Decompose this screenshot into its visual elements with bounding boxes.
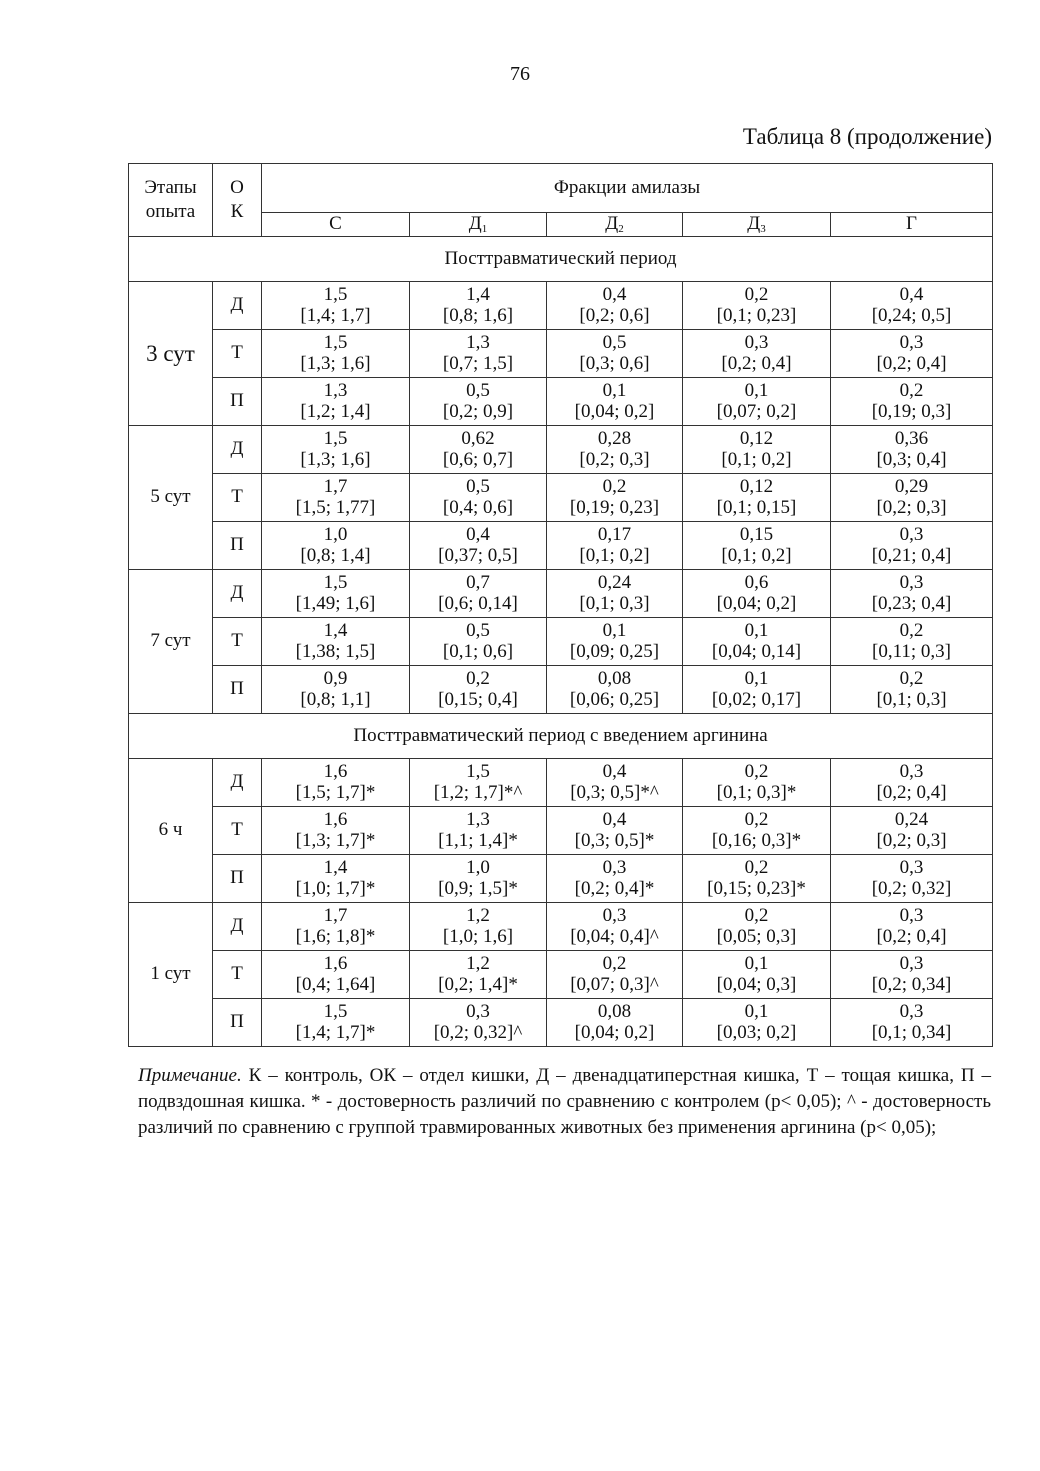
- value-cell: [831, 903, 993, 951]
- median-value: 1,5: [323, 283, 348, 305]
- median-value: 1,4: [466, 283, 490, 305]
- quartile-range: [0,6; 0,14]: [438, 592, 518, 614]
- quartile-range: [1,49; 1,6]: [295, 592, 376, 614]
- median-value: 0,3: [899, 904, 924, 926]
- quartile-range: [0,4; 1,64]: [295, 973, 376, 995]
- value-cell: [547, 999, 683, 1047]
- median-value: 0,2: [744, 283, 769, 305]
- median-value: 0,24: [597, 571, 632, 593]
- section-title: Посттравматический период с введением аргинина: [129, 714, 993, 759]
- value-cell: [547, 666, 683, 714]
- quartile-range: [0,2; 0,4]: [876, 925, 947, 947]
- median-value: 0,1: [744, 379, 769, 401]
- quartile-range: [0,1; 0,2]: [579, 544, 650, 566]
- median-value: 0,1: [744, 667, 769, 689]
- quartile-range: [0,11; 0,3]: [872, 640, 952, 662]
- quartile-range: [1,3; 1,6]: [300, 448, 371, 470]
- median-value: 1,5: [323, 331, 348, 353]
- median-value: 0,2: [744, 856, 769, 878]
- value-cell: [547, 618, 683, 666]
- median-value: 0,2: [899, 379, 924, 401]
- median-value: 0,3: [899, 1000, 924, 1022]
- median-value: 0,4: [466, 523, 490, 545]
- median-value: 0,29: [894, 475, 929, 497]
- median-value: 0,9: [323, 667, 348, 689]
- quartile-range: [0,1; 0,23]: [716, 304, 797, 326]
- section-code-cell: Т: [213, 330, 262, 378]
- quartile-range: [0,04; 0,2]: [574, 400, 655, 422]
- section-code-cell: Д: [213, 570, 262, 618]
- header-column-base: Г: [906, 213, 918, 235]
- value-cell: [547, 951, 683, 999]
- quartile-range: [0,05; 0,3]: [716, 925, 797, 947]
- quartile-range: [0,24; 0,5]: [871, 304, 952, 326]
- quartile-range: [0,2; 0,3]: [876, 829, 947, 851]
- value-cell: [262, 522, 410, 570]
- quartile-range: [0,06; 0,25]: [569, 688, 660, 710]
- median-value: 0,2: [744, 760, 769, 782]
- section-code-cell: Т: [213, 951, 262, 999]
- header-column-base: С: [329, 213, 342, 235]
- value-cell: [262, 951, 410, 999]
- header-column-subscript: 1: [481, 222, 488, 235]
- value-cell: [831, 618, 993, 666]
- value-cell: [262, 330, 410, 378]
- quartile-range: [0,04; 0,2]: [574, 1021, 655, 1043]
- section-code-cell: П: [213, 522, 262, 570]
- quartile-range: [0,3; 0,5]*: [574, 829, 655, 851]
- median-value: 0,12: [739, 427, 774, 449]
- quartile-range: [0,03; 0,2]: [716, 1021, 797, 1043]
- quartile-range: [0,8; 1,6]: [442, 304, 514, 326]
- median-value: 0,3: [899, 571, 924, 593]
- stage-cell: 7 сут: [129, 570, 213, 714]
- median-value: 0,1: [744, 1000, 769, 1022]
- header-column-base: Д: [468, 212, 482, 234]
- section-title: Посттравматический период: [129, 237, 993, 282]
- value-cell: [831, 330, 993, 378]
- table-row: [129, 618, 993, 666]
- header-column-subscript: 3: [760, 222, 766, 235]
- value-cell: [410, 378, 547, 426]
- median-value: 0,1: [744, 952, 769, 974]
- quartile-range: [1,6; 1,8]*: [295, 925, 376, 947]
- value-cell: [683, 426, 831, 474]
- quartile-range: [0,1; 0,3]*: [716, 781, 797, 803]
- median-value: 1,7: [323, 475, 348, 497]
- value-cell: [410, 330, 547, 378]
- median-value: 0,08: [597, 1000, 632, 1022]
- section-code-cell: Д: [213, 426, 262, 474]
- value-cell: [547, 330, 683, 378]
- value-cell: [683, 903, 831, 951]
- quartile-range: [0,07; 0,3]^: [570, 973, 659, 995]
- quartile-range: [0,37; 0,5]: [438, 544, 518, 566]
- median-value: 1,4: [323, 619, 348, 641]
- value-cell: [831, 951, 993, 999]
- quartile-range: [0,04; 0,14]: [711, 640, 802, 662]
- value-cell: [547, 570, 683, 618]
- quartile-range: [1,3; 1,6]: [300, 352, 371, 374]
- stage-cell: 3 сут: [129, 282, 213, 426]
- median-value: 0,4: [602, 283, 627, 305]
- table-row: [129, 666, 993, 714]
- quartile-range: [0,1; 0,3]: [579, 592, 650, 614]
- table-row: [129, 282, 993, 330]
- median-value: 0,3: [744, 331, 769, 353]
- section-code-cell: Д: [213, 282, 262, 330]
- median-value: 0,5: [466, 619, 490, 641]
- value-cell: [683, 474, 831, 522]
- median-value: 0,3: [899, 331, 924, 353]
- header-column-3: [547, 213, 683, 237]
- header-column-1: [262, 213, 410, 237]
- quartile-range: [0,1; 0,6]: [442, 640, 514, 662]
- median-value: 0,2: [602, 952, 627, 974]
- value-cell: [831, 426, 993, 474]
- quartile-range: [1,5; 1,7]*: [295, 781, 376, 803]
- quartile-range: [1,38; 1,5]: [295, 640, 376, 662]
- value-cell: [410, 855, 547, 903]
- value-cell: [831, 522, 993, 570]
- median-value: 0,62: [461, 427, 495, 449]
- header-column-5: [831, 213, 993, 237]
- median-value: 1,4: [323, 856, 348, 878]
- value-cell: [831, 378, 993, 426]
- table-row: [129, 570, 993, 618]
- table-caption: Таблица 8 (продолжение): [742, 124, 992, 149]
- header-column-2: [410, 213, 547, 237]
- median-value: 0,1: [744, 619, 769, 641]
- quartile-range: [0,6; 0,7]: [442, 448, 514, 470]
- quartile-range: [0,15; 0,23]*: [707, 877, 806, 899]
- median-value: 1,3: [466, 331, 490, 353]
- table-row: [129, 426, 993, 474]
- quartile-range: [0,07; 0,2]: [716, 400, 797, 422]
- quartile-range: [1,3; 1,7]*: [295, 829, 376, 851]
- quartile-range: [0,1; 0,3]: [876, 688, 947, 710]
- value-cell: [262, 807, 410, 855]
- median-value: 0,6: [744, 571, 769, 593]
- value-cell: [410, 759, 547, 807]
- quartile-range: [0,8; 1,1]: [300, 688, 371, 710]
- median-value: 0,3: [899, 523, 924, 545]
- stage-cell: 6 ч: [129, 759, 213, 903]
- table-row: [129, 378, 993, 426]
- value-cell: [262, 570, 410, 618]
- quartile-range: [1,4; 1,7]: [300, 304, 371, 326]
- value-cell: [410, 807, 547, 855]
- value-cell: [683, 855, 831, 903]
- header-section: О К: [213, 164, 262, 237]
- quartile-range: [0,2; 0,4]: [876, 352, 947, 374]
- median-value: 0,4: [602, 808, 627, 830]
- section-code-cell: П: [213, 666, 262, 714]
- median-value: 0,36: [894, 427, 929, 449]
- value-cell: [831, 999, 993, 1047]
- value-cell: [410, 570, 547, 618]
- quartile-range: [0,1; 0,34]: [871, 1021, 952, 1043]
- median-value: 0,15: [739, 523, 774, 545]
- value-cell: [547, 759, 683, 807]
- median-value: 0,28: [597, 427, 632, 449]
- quartile-range: [0,2; 0,4]: [721, 352, 792, 374]
- table-row: [129, 903, 993, 951]
- value-cell: [410, 999, 547, 1047]
- median-value: 1,5: [466, 760, 490, 782]
- median-value: 1,2: [466, 952, 490, 974]
- table-row: [129, 855, 993, 903]
- quartile-range: [0,04; 0,2]: [716, 592, 797, 614]
- median-value: 0,2: [899, 619, 924, 641]
- table-row: [129, 951, 993, 999]
- median-value: 0,08: [597, 667, 632, 689]
- value-cell: [547, 378, 683, 426]
- quartile-range: [1,5; 1,77]: [295, 496, 376, 518]
- value-cell: [683, 378, 831, 426]
- median-value: 0,3: [466, 1000, 490, 1022]
- quartile-range: [0,15; 0,4]: [438, 688, 518, 710]
- section-code-cell: Т: [213, 474, 262, 522]
- median-value: 1,3: [323, 379, 348, 401]
- value-cell: [683, 522, 831, 570]
- header-stage: Этапы опыта: [129, 164, 213, 237]
- median-value: 1,0: [323, 523, 348, 545]
- value-cell: [547, 807, 683, 855]
- value-cell: [262, 903, 410, 951]
- quartile-range: [0,2; 0,3]: [579, 448, 650, 470]
- table-row: [129, 474, 993, 522]
- value-cell: [683, 570, 831, 618]
- median-value: 0,2: [744, 808, 769, 830]
- median-value: 0,5: [602, 331, 627, 353]
- value-cell: [831, 474, 993, 522]
- value-cell: [262, 378, 410, 426]
- quartile-range: [1,0; 1,6]: [442, 925, 514, 947]
- value-cell: [831, 807, 993, 855]
- value-cell: [410, 282, 547, 330]
- median-value: 1,0: [466, 856, 490, 878]
- value-cell: [262, 282, 410, 330]
- median-value: 0,1: [602, 379, 627, 401]
- value-cell: [262, 855, 410, 903]
- section-code-cell: Д: [213, 759, 262, 807]
- section-code-cell: Т: [213, 807, 262, 855]
- median-value: 0,2: [744, 904, 769, 926]
- median-value: 1,5: [323, 1000, 348, 1022]
- table-row: [129, 759, 993, 807]
- value-cell: [410, 618, 547, 666]
- median-value: 0,3: [899, 760, 924, 782]
- quartile-range: [1,2; 1,7]*^: [433, 781, 523, 803]
- quartile-range: [0,16; 0,3]*: [711, 829, 802, 851]
- header-fractions: Фракции амилазы: [262, 164, 993, 213]
- quartile-range: [0,2; 0,4]: [876, 781, 947, 803]
- value-cell: [683, 618, 831, 666]
- value-cell: [410, 522, 547, 570]
- value-cell: [262, 618, 410, 666]
- table-row: [129, 807, 993, 855]
- value-cell: [831, 570, 993, 618]
- quartile-range: [0,2; 0,32]: [871, 877, 952, 899]
- median-value: 0,3: [899, 952, 924, 974]
- median-value: 0,12: [739, 475, 774, 497]
- value-cell: [262, 426, 410, 474]
- value-cell: [831, 855, 993, 903]
- header-column-subscript: 2: [618, 222, 624, 235]
- quartile-range: [0,04; 0,4]^: [570, 925, 659, 947]
- section-code-cell: П: [213, 999, 262, 1047]
- quartile-range: [0,3; 0,5]*^: [570, 781, 659, 803]
- header-column-base: Д: [747, 212, 761, 234]
- value-cell: [262, 666, 410, 714]
- median-value: 1,3: [466, 808, 490, 830]
- value-cell: [410, 903, 547, 951]
- quartile-range: [0,04; 0,3]: [716, 973, 797, 995]
- median-value: 0,3: [899, 856, 924, 878]
- quartile-range: [1,1; 1,4]*: [438, 829, 518, 851]
- quartile-range: [1,2; 1,4]: [300, 400, 371, 422]
- section-code-cell: П: [213, 855, 262, 903]
- quartile-range: [0,2; 0,3]: [876, 496, 947, 518]
- median-value: 1,6: [323, 808, 348, 830]
- value-cell: [547, 474, 683, 522]
- value-cell: [547, 855, 683, 903]
- table-row: [129, 999, 993, 1047]
- table-row: [129, 522, 993, 570]
- section-code-cell: Д: [213, 903, 262, 951]
- quartile-range: [0,4; 0,6]: [442, 496, 514, 518]
- median-value: 0,7: [466, 571, 490, 593]
- median-value: 1,7: [323, 904, 348, 926]
- quartile-range: [0,2; 0,4]*: [574, 877, 655, 899]
- value-cell: [410, 474, 547, 522]
- value-cell: [683, 330, 831, 378]
- section-code-cell: Т: [213, 618, 262, 666]
- quartile-range: [0,2; 0,34]: [871, 973, 952, 995]
- median-value: 0,2: [899, 667, 924, 689]
- section-row: [129, 237, 993, 282]
- value-cell: [683, 807, 831, 855]
- quartile-range: [0,8; 1,4]: [300, 544, 371, 566]
- median-value: 0,1: [602, 619, 627, 641]
- note-text: К – контроль, ОК – отдел кишки, Д – двенадцатиперстная кишка, Т – тощая кишка, П – подвздошная кишка. * - достоверность различий по сравнению с контролем (р< 0,05); ^ - достоверность различий по сравнению с группой травмированных животных без применения аргинина (р< 0,05);: [138, 1065, 991, 1138]
- stage-cell: 5 сут: [129, 426, 213, 570]
- header-column-4: [683, 213, 831, 237]
- median-value: 1,6: [323, 760, 348, 782]
- header-column-base: Д: [605, 212, 619, 234]
- value-cell: [262, 999, 410, 1047]
- table-note: [138, 1063, 991, 1141]
- median-value: 0,17: [597, 523, 632, 545]
- stage-cell: 1 сут: [129, 903, 213, 1047]
- quartile-range: [0,21; 0,4]: [871, 544, 952, 566]
- value-cell: [410, 426, 547, 474]
- value-cell: [683, 666, 831, 714]
- value-cell: [547, 282, 683, 330]
- median-value: 0,4: [899, 283, 924, 305]
- value-cell: [547, 426, 683, 474]
- quartile-range: [0,2; 0,32]^: [433, 1021, 523, 1043]
- quartile-range: [0,09; 0,25]: [569, 640, 660, 662]
- median-value: 1,6: [323, 952, 348, 974]
- section-row: [129, 714, 993, 759]
- value-cell: [683, 759, 831, 807]
- quartile-range: [0,1; 0,2]: [721, 544, 792, 566]
- median-value: 0,2: [466, 667, 490, 689]
- median-value: 0,4: [602, 760, 627, 782]
- quartile-range: [0,2; 1,4]*: [438, 973, 518, 995]
- value-cell: [410, 951, 547, 999]
- quartile-range: [0,1; 0,15]: [716, 496, 797, 518]
- value-cell: [547, 903, 683, 951]
- median-value: 0,2: [602, 475, 627, 497]
- value-cell: [547, 522, 683, 570]
- table-row: [129, 330, 993, 378]
- quartile-range: [0,19; 0,23]: [569, 496, 660, 518]
- quartile-range: [0,2; 0,6]: [579, 304, 650, 326]
- quartile-range: [1,4; 1,7]*: [295, 1021, 376, 1043]
- value-cell: [831, 666, 993, 714]
- median-value: 0,24: [894, 808, 929, 830]
- note-label: Примечание.: [138, 1065, 242, 1086]
- value-cell: [683, 951, 831, 999]
- median-value: 1,5: [323, 571, 348, 593]
- quartile-range: [0,1; 0,2]: [721, 448, 792, 470]
- page-number: 76: [510, 63, 530, 85]
- value-cell: [262, 474, 410, 522]
- quartile-range: [0,02; 0,17]: [711, 688, 802, 710]
- quartile-range: [0,23; 0,4]: [871, 592, 952, 614]
- value-cell: [831, 282, 993, 330]
- quartile-range: [0,3; 0,6]: [579, 352, 650, 374]
- quartile-range: [0,2; 0,9]: [442, 400, 514, 422]
- median-value: 1,5: [323, 427, 348, 449]
- value-cell: [410, 666, 547, 714]
- median-value: 0,3: [602, 856, 627, 878]
- median-value: 0,5: [466, 379, 490, 401]
- value-cell: [683, 999, 831, 1047]
- quartile-range: [1,0; 1,7]*: [295, 877, 376, 899]
- median-value: 1,2: [466, 904, 490, 926]
- median-value: 0,5: [466, 475, 490, 497]
- quartile-range: [0,9; 1,5]*: [438, 877, 518, 899]
- value-cell: [262, 759, 410, 807]
- quartile-range: [0,3; 0,4]: [876, 448, 947, 470]
- section-code-cell: П: [213, 378, 262, 426]
- median-value: 0,3: [602, 904, 627, 926]
- value-cell: [831, 759, 993, 807]
- quartile-range: [0,7; 1,5]: [442, 352, 514, 374]
- value-cell: [683, 282, 831, 330]
- amylase-fractions-table: [128, 163, 993, 1047]
- quartile-range: [0,19; 0,3]: [871, 400, 952, 422]
